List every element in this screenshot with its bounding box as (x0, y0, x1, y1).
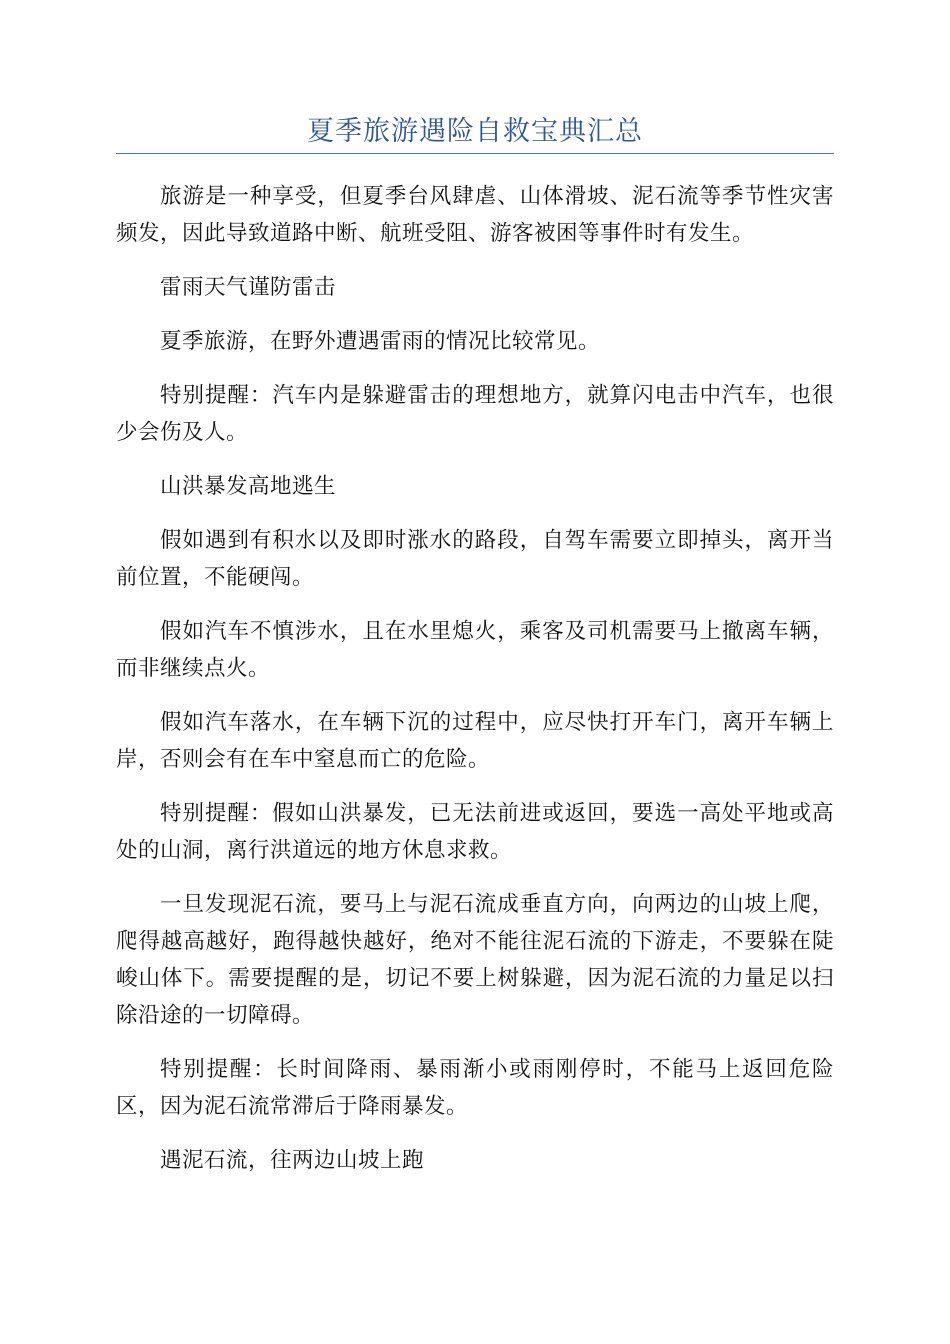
paragraph: 夏季旅游，在野外遭遇雷雨的情况比较常见。 (160, 329, 601, 354)
section-heading: 遇泥石流，往两边山坡上跑 (160, 1148, 425, 1173)
section-heading: 山洪暴发高地逃生 (160, 474, 337, 499)
paragraph: 特别提醒：假如山洪暴发，已无法前进或返回，要选一高处平地或高处的山洞，离行洪道远的地方休息求救。 (116, 801, 834, 863)
paragraph: 假如遇到有积水以及即时涨水的路段，自驾车需要立即掉头，离开当前位置，不能硬闯。 (116, 528, 834, 590)
paragraph: 特别提醒：汽车内是躲避雷击的理想地方，就算闪电击中汽车，也很少会伤及人。 (116, 383, 834, 445)
paragraph: 特别提醒：长时间降雨、暴雨渐小或雨刚停时，不能马上返回危险区，因为泥石流常滞后于降雨暴发。 (116, 1057, 834, 1119)
document-title: 夏季旅游遇险自救宝典汇总 (307, 116, 643, 147)
paragraph: 假如汽车不慎涉水，且在水里熄火，乘客及司机需要马上撤离车辆，而非继续点火。 (116, 619, 834, 681)
paragraph: 假如汽车落水，在车辆下沉的过程中，应尽快打开车门，离开车辆上岸，否则会有在车中窒息而亡的危险。 (116, 710, 834, 772)
paragraph: 旅游是一种享受，但夏季台风肆虐、山体滑坡、泥石流等季节性灾害频发，因此导致道路中断、航班受阻、游客被困等事件时有发生。 (116, 184, 834, 246)
document-body (116, 178, 834, 1196)
title-underline (116, 153, 834, 154)
paragraph: 一旦发现泥石流，要马上与泥石流成垂直方向，向两边的山坡上爬，爬得越高越好，跑得越快越好，绝对不能往泥石流的下游走，不要躲在陡峻山体下。需要提醒的是，切记不要上树躲避，因为泥石流的力量足以扫除沿途的一切障碍。 (116, 892, 834, 1028)
section-heading: 雷雨天气谨防雷击 (160, 275, 337, 300)
